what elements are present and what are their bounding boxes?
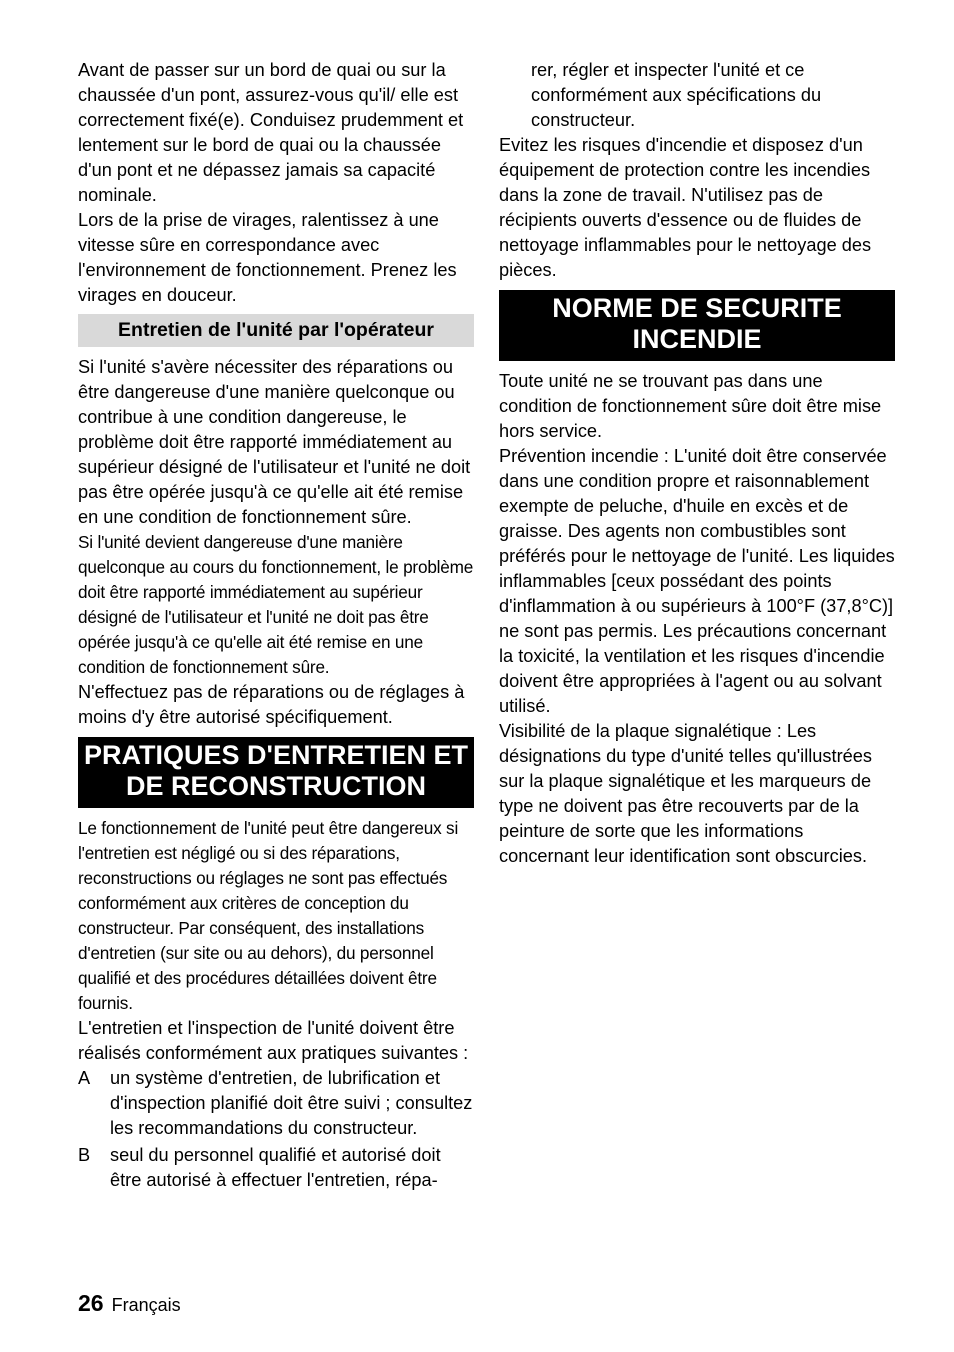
list-marker: A: [78, 1068, 91, 1088]
language-label: Français: [111, 1295, 181, 1315]
paragraph-dock-crossing: Avant de passer sur un bord de quai ou sur la chaussée d'un pont, assurez-vous qu'il/ elle est correctement fixé(e). Conduisez prudemment et lentement sur le bord de quai ou la chaussée d'un pont et ne dépassez jamais sa capacité nominale.: [78, 60, 464, 205]
page-number: 26: [78, 1290, 104, 1316]
paragraph-repairs-needed: Si l'unité s'avère nécessiter des réparations ou être dangereuse d'une manière quelconque ou contribue à une condition dangereuse, le problème doit être rapporté immédiatement au supérieur désigné de l'utilisateur et l'unité ne doit pas être opérée jusqu'à ce qu'elle ait été remise en une condition de fonctionnement sûre.: [78, 357, 471, 527]
list-text: seul du personnel qualifié et autorisé doit être autorisé à effectuer l'entretien, répa-: [110, 1145, 441, 1190]
right-column: [499, 58, 895, 869]
paragraph-turning: Lors de la prise de virages, ralentissez à une vitesse sûre en correspondance avec l'environnement de fonctionnement. Prenez les virages en douceur.: [78, 210, 457, 305]
paragraph-out-of-service: Toute unité ne se trouvant pas dans une condition de fonctionnement sûre doit être mise hors service.: [499, 371, 882, 441]
paragraph-nameplate-visibility: Visibilité de la plaque signalétique : Les désignations du type d'unité telles qu'illustrées sur la plaque signalétique et les marqueurs de type ne doivent pas être recouverts par de la peinture de sorte que les informations concernant leur identification sont obscurcies.: [499, 721, 872, 866]
paragraph-maintenance-danger: Le fonctionnement de l'unité peut être dangereux si l'entretien est négligé ou si des réparations, reconstructions ou réglages ne sont pas effectués conformément aux critères de conception du constructeur. Par conséquent, des installations d'entretien (sur site ou au dehors), du personnel qualifié et des procédures détaillées doivent être fournis.: [78, 818, 459, 1013]
list-marker: B: [78, 1145, 91, 1165]
page-footer: [78, 1290, 181, 1317]
subheading-operator-maintenance: Entretien de l'unité par l'opérateur: [78, 314, 474, 347]
heading-fire-safety: NORME DE SECURITE INCENDIE: [499, 290, 895, 361]
left-column: [78, 58, 474, 1193]
list-item: [78, 1143, 474, 1193]
paragraph-no-unauthorized-repairs: N'effectuez pas de réparations ou de réglages à moins d'y être autorisé spécifiquement.: [78, 682, 465, 727]
list-text: un système d'entretien, de lubrification et d'inspection planifié doit être suivi ; consultez les recommandations du constructeur.: [110, 1068, 473, 1138]
paragraph-fire-prevention: Prévention incendie : L'unité doit être conservée dans une condition propre et raisonnablement exempte de peluche, d'huile en excès et de graisse. Des agents non combustibles sont préférés pour le nettoyage de l'unité. Les liquides inflammables [ceux possédant des points d'inflammation à ou supérieurs à 100°F (37,8°C)] ne sont pas permis. Les précautions concernant la toxicité, la ventilation et les risques d'incendie doivent être appropriées à l'agent ou au solvant utilisé.: [499, 446, 895, 716]
paragraph-fire-risk: Evitez les risques d'incendie et disposez d'un équipement de protection contre les incendies dans la zone de travail. N'utilisez pas de récipients ouverts d'essence ou de fluides de nettoyage inflammables pour le nettoyage des pièces.: [499, 135, 872, 280]
list-continuation: rer, régler et inspecter l'unité et ce conformément aux spécifications du constructeur.: [531, 60, 822, 130]
paragraph-practices-intro: L'entretien et l'inspection de l'unité doivent être réalisés conformément aux pratiques suivantes :: [78, 1018, 469, 1063]
heading-maintenance-practices: PRATIQUES D'ENTRETIEN ET DE RECONSTRUCTION: [78, 737, 474, 808]
paragraph-dangerous-operation: Si l'unité devient dangereuse d'une manière quelconque au cours du fonctionnement, le problème doit être rapporté immédiatement au supérieur désigné de l'utilisateur et l'unité ne doit pas être opérée jusqu'à ce qu'elle ait été remise en une condition de fonctionnement sûre.: [78, 532, 474, 677]
list-item: [78, 1066, 474, 1141]
